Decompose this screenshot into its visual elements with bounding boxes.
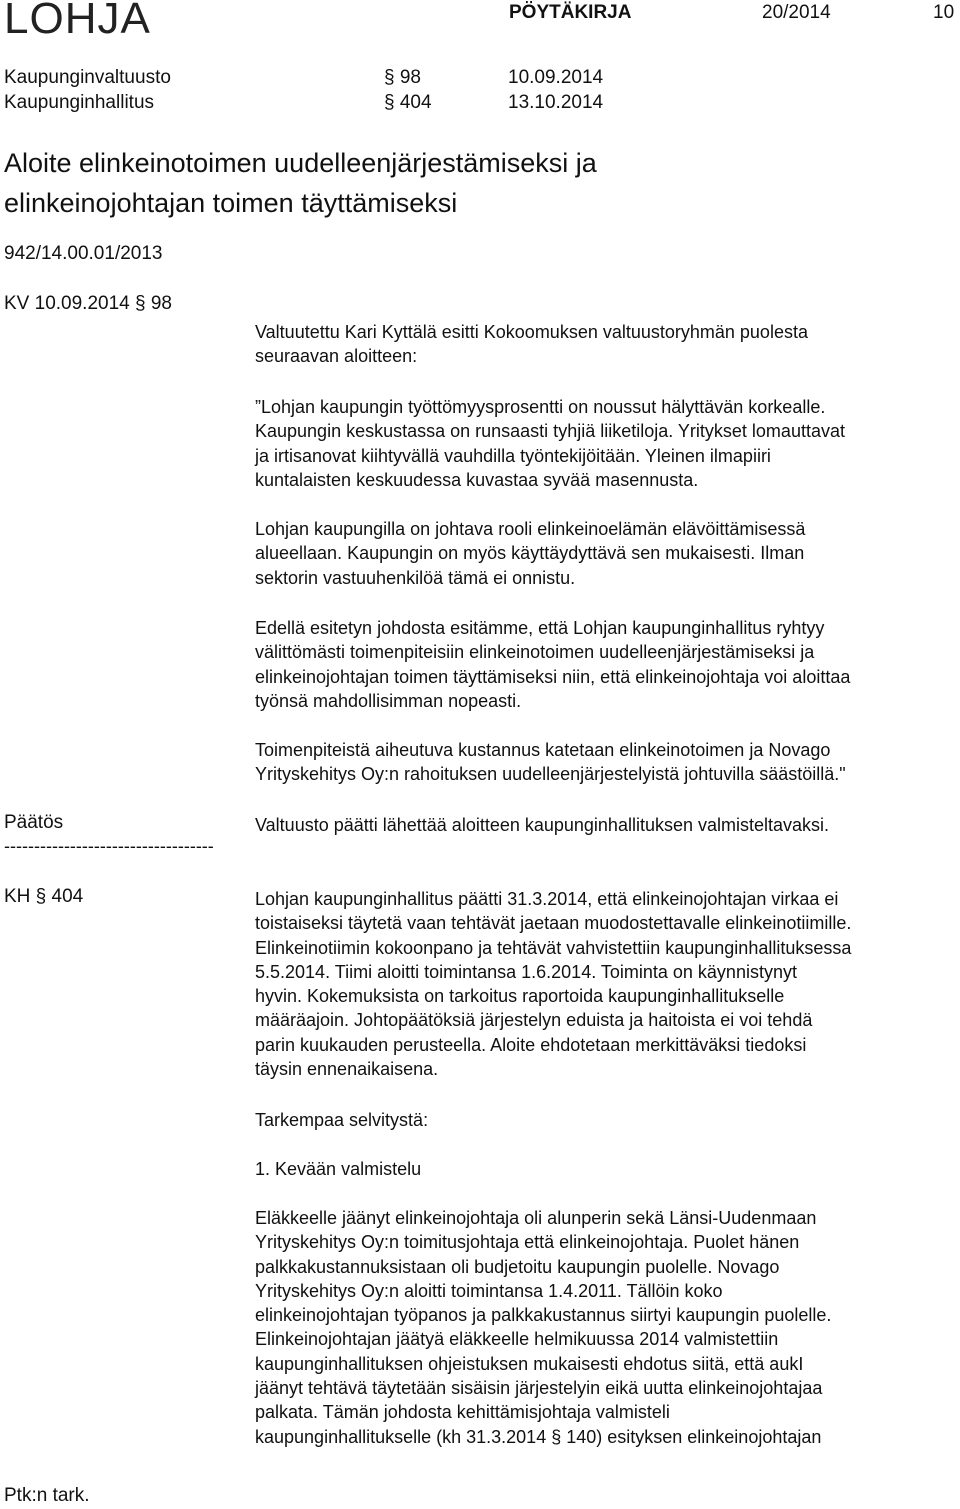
text-line: ”Lohjan kaupungin työttömyysprosentti on noussut hälyttävän korkealle. bbox=[255, 397, 826, 417]
text-line: täysin ennenaikaisena. bbox=[255, 1059, 439, 1080]
page-number: 10 bbox=[933, 2, 955, 23]
text-line: kaupunginhallitukselle (kh 31.3.2014 § 140) esityksen elinkeinojohtajan bbox=[255, 1426, 822, 1447]
text-line: Yrityskehitys Oy:n toimitusjohtaja että elinkeinojohtaja. Puolet hänen bbox=[255, 1232, 800, 1253]
text-line: Eläkkeelle jäänyt elinkeinojohtaja oli alunperin sekä Länsi-Uudenmaan bbox=[255, 1208, 817, 1228]
kv-intro bbox=[255, 320, 957, 369]
section-separator: ----------------------------------- bbox=[4, 836, 214, 856]
document-type: PÖYTÄKIRJA bbox=[509, 2, 632, 23]
text-line: palkata. Tämän johdosta kehittämisjohtaja valmisteli bbox=[255, 1402, 670, 1423]
title-line: elinkeinojohtajan toimen täyttämiseksi bbox=[4, 188, 458, 218]
text-line: alueellaan. Kaupungin on myös käyttäydyttävä sen mukaisesti. Ilman bbox=[255, 543, 805, 564]
meeting-section-board: § 404 bbox=[384, 92, 432, 113]
meeting-date-council: 10.09.2014 bbox=[508, 67, 604, 88]
text-line: välittömästi toimenpiteisiin elinkeinotoimen uudelleenjärjestämiseksi ja bbox=[255, 642, 815, 663]
kh-subheading-spring: 1. Kevään valmistelu bbox=[255, 1159, 422, 1179]
decision-text: Valtuusto päätti lähettää aloitteen kaupunginhallituksen valmisteltavaksi. bbox=[255, 815, 830, 835]
page-title bbox=[4, 143, 597, 223]
footer-continued: Ptk:n tark. bbox=[4, 1485, 90, 1506]
kv-quote-paragraph-3 bbox=[255, 616, 957, 713]
text-line: kaupunginhallituksen ohjeistuksen mukaisesti ehdotus siitä, että aukI bbox=[255, 1353, 804, 1374]
city-logo: LOHJA bbox=[4, 0, 151, 43]
kv-quote-paragraph-2 bbox=[255, 517, 957, 590]
title-line: Aloite elinkeinotoimen uudelleenjärjestämiseksi ja bbox=[4, 148, 597, 178]
text-line: kuntalaisten keskuudessa kuvastaa syvää masennusta. bbox=[255, 469, 699, 490]
text-line: parin kuukauden perusteella. Aloite ehdotetaan merkittäväksi tiedoksi bbox=[255, 1034, 807, 1055]
text-line: Elinkeinojohtajan jäätyä eläkkeelle helmikuussa 2014 valmistettiin bbox=[255, 1329, 779, 1350]
text-line: Valtuutettu Kari Kyttälä esitti Kokoomuksen valtuustoryhmän puolesta bbox=[255, 322, 808, 342]
text-line: toistaiseksi täytetä vaan tehtävät jaetaan muodostettavalle elinkeinotiimille. bbox=[255, 913, 852, 934]
text-line: palkkakustannuksistaan oli budjetoitu kaupungin puolelle. Novago bbox=[255, 1256, 780, 1277]
kv-quote-paragraph-1 bbox=[255, 395, 957, 492]
document-number: 20/2014 bbox=[762, 2, 831, 23]
text-line: Yrityskehitys Oy:n rahoituksen uudelleenjärjestelyistä johtuvilla säästöillä." bbox=[255, 764, 846, 785]
text-line: Kaupungin keskustassa on runsaasti tyhjiä liiketiloja. Yritykset lomauttavat bbox=[255, 421, 845, 442]
text-line: Lohjan kaupungilla on johtava rooli elinkeinoelämän elävöittämisessä bbox=[255, 519, 806, 539]
meeting-body-board: Kaupunginhallitus bbox=[4, 92, 155, 113]
meeting-date-board: 13.10.2014 bbox=[508, 92, 604, 113]
text-line: työnsä mahdollisimman nopeasti. bbox=[255, 690, 522, 711]
text-line: määräajoin. Johtopäätöksiä järjestelyn eduista ja haitoista ei voi tehdä bbox=[255, 1010, 813, 1031]
text-line: 5.5.2014. Tiimi aloitti toimintansa 1.6.2014. Toiminta on käynnistynyt bbox=[255, 961, 797, 982]
text-line: Toimenpiteistä aiheutuva kustannus katetaan elinkeinotoimen ja Novago bbox=[255, 740, 831, 760]
kh-paragraph-spring bbox=[255, 1206, 957, 1449]
text-line: ja irtisanovat kiihtyvällä vauhdilla työntekijöitään. Yleinen ilmapiiri bbox=[255, 445, 771, 466]
text-line: Lohjan kaupunginhallitus päätti 31.3.2014, että elinkeinojohtajan virkaa ei bbox=[255, 889, 839, 909]
kh-paragraph-1 bbox=[255, 887, 957, 1081]
text-line: sektorin vastuuhenkilöä tämä ei onnistu. bbox=[255, 567, 576, 588]
kh-subheading-details: Tarkempaa selvitystä: bbox=[255, 1110, 429, 1130]
text-line: seuraavan aloitteen: bbox=[255, 346, 418, 367]
text-line: elinkeinojohtajan toimen täyttämiseksi niin, että elinkeinojohtaja voi aloittaa bbox=[255, 666, 851, 687]
kh-reference: KH § 404 bbox=[4, 886, 84, 907]
meeting-body-council: Kaupunginvaltuusto bbox=[4, 67, 171, 88]
text-line: Edellä esitetyn johdosta esitämme, että Lohjan kaupunginhallitus ryhtyy bbox=[255, 618, 825, 638]
decision-label: Päätös bbox=[4, 812, 64, 833]
text-line: jäänyt tehtävä täytetään sisäisin järjestelyin eikä uutta elinkeinojohtajaa bbox=[255, 1378, 823, 1399]
text-line: elinkeinojohtajan työpanos ja palkkakustannus siirtyi kaupungin puolelle. bbox=[255, 1305, 832, 1326]
meeting-section-council: § 98 bbox=[384, 67, 421, 88]
text-line: hyvin. Kokemuksista on tarkoitus raportoida kaupunginhallitukselle bbox=[255, 986, 785, 1007]
kv-quote-paragraph-4 bbox=[255, 738, 957, 787]
kv-reference: KV 10.09.2014 § 98 bbox=[4, 293, 172, 314]
text-line: Elinkeinotiimin kokoonpano ja tehtävät vahvistettiin kaupunginhallituksessa bbox=[255, 937, 852, 958]
text-line: Yrityskehitys Oy:n aloitti toimintansa 1.4.2011. Tällöin koko bbox=[255, 1280, 723, 1301]
diary-number: 942/14.00.01/2013 bbox=[4, 243, 163, 264]
